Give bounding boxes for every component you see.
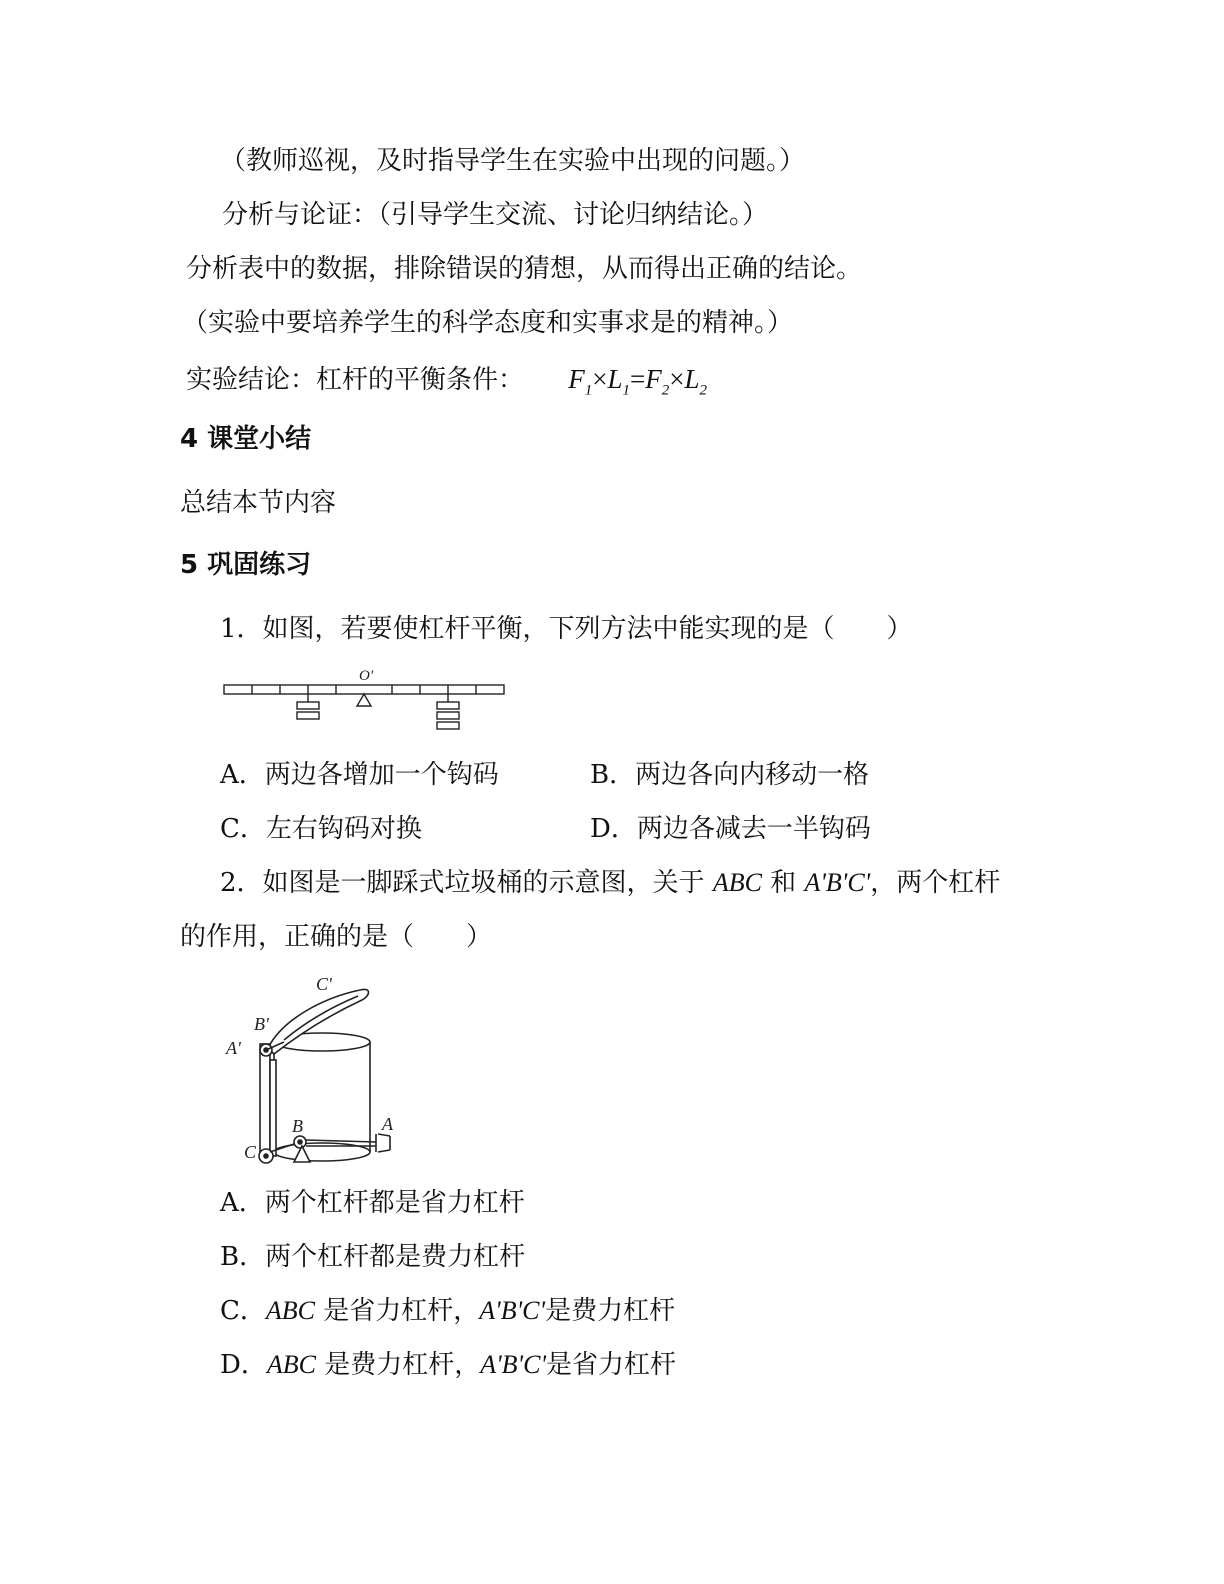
text-teacher-patrol: （教师巡视，及时指导学生在实验中出现的问题。） bbox=[220, 146, 806, 176]
lever-figure bbox=[220, 664, 520, 744]
q2-option-c[interactable]: C．ABC 是省力杠杆，A'B'C'是费力杠杆 bbox=[220, 1296, 676, 1326]
label-b-prime: B' bbox=[254, 1014, 269, 1034]
label-a-prime: A' bbox=[226, 1038, 241, 1058]
q1-stem: 1．如图，若要使杠杆平衡，下列方法中能实现的是（ ） bbox=[220, 614, 913, 644]
label-c: C bbox=[244, 1142, 257, 1162]
q2-stem-line2: 的作用，正确的是（ ） bbox=[180, 922, 493, 952]
q2-option-b[interactable]: B．两个杠杆都是费力杠杆 bbox=[220, 1242, 526, 1272]
trash-can-figure bbox=[222, 970, 402, 1170]
q1-option-a[interactable]: A．两边各增加一个钩码 bbox=[220, 760, 499, 790]
pivot-label: O' bbox=[359, 668, 374, 684]
section-4-body: 总结本节内容 bbox=[180, 488, 337, 518]
q2-option-a[interactable]: A．两个杠杆都是省力杠杆 bbox=[220, 1188, 525, 1218]
label-b: B bbox=[292, 1116, 303, 1136]
label-c-prime: C' bbox=[316, 974, 332, 994]
q1-option-b[interactable]: B．两边各向内移动一格 bbox=[590, 760, 870, 790]
text-science-attitude: （实验中要培养学生的科学态度和实事求是的精神。） bbox=[182, 308, 794, 338]
q1-option-d[interactable]: D．两边各减去一半钩码 bbox=[590, 814, 871, 844]
text-conclusion bbox=[186, 362, 707, 407]
text-analyze-table: 分析表中的数据，排除错误的猜想，从而得出正确的结论。 bbox=[186, 254, 863, 284]
section-4-title: 4 课堂小结 bbox=[180, 424, 312, 454]
q1-option-c[interactable]: C．左右钩码对换 bbox=[220, 814, 422, 844]
text-analysis: 分析与论证：（引导学生交流、讨论归纳结论。） bbox=[222, 200, 769, 230]
label-a: A bbox=[382, 1114, 393, 1134]
section-5-title: 5 巩固练习 bbox=[180, 550, 312, 580]
q2-option-d[interactable]: D．ABC 是费力杠杆，A'B'C'是省力杠杆 bbox=[220, 1350, 677, 1380]
q2-stem-line1: 2．如图是一脚踩式垃圾桶的示意图，关于 ABC 和 A'B'C'，两个杠杆 bbox=[220, 868, 1001, 898]
conclusion-prefix: 实验结论：杠杆的平衡条件： bbox=[186, 365, 525, 395]
balance-formula: $F_1\times L_1=F_2\times L_2$ bbox=[568, 364, 708, 399]
